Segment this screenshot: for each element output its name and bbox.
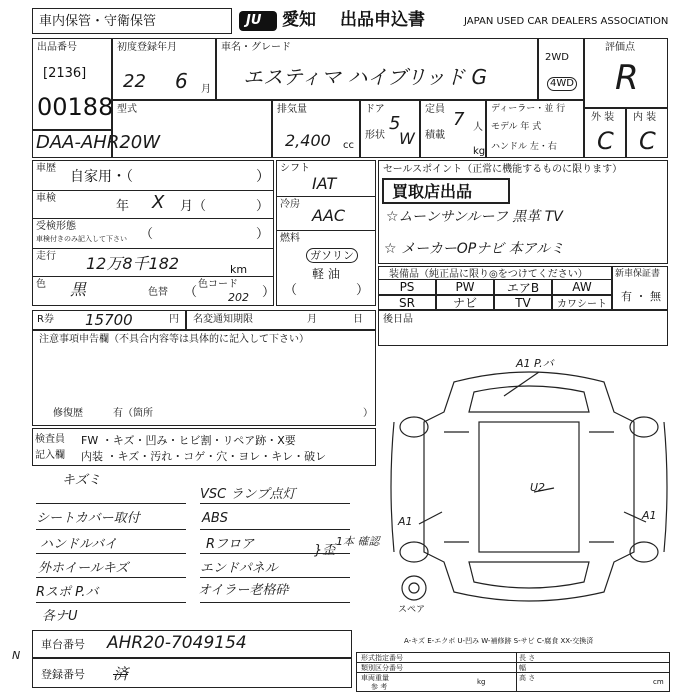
exterior-label: 外 装 (591, 112, 615, 123)
model-year-label: モデル 年 式 (491, 122, 542, 132)
chassis-box (32, 630, 352, 658)
buyer-stamp (382, 178, 510, 204)
remark-3b: Rフロア (206, 537, 255, 552)
color-label: 色 (36, 279, 46, 290)
remark-5a: Rスポ P.バ (36, 585, 99, 600)
mileage-value: 12万8千182 (86, 254, 180, 273)
spec-ref: 参 考 (371, 683, 388, 691)
remark-4b: エンドパネル (200, 561, 278, 576)
car-name-value: エスティマ ハイブリッド G (243, 65, 488, 89)
lot-label: 出品番号 (37, 42, 77, 53)
spec-length: 長 さ (519, 654, 536, 662)
diagram-mid-note: U2 (530, 481, 546, 494)
rating-box (584, 38, 668, 108)
registration-year: 22 (123, 71, 146, 92)
car-damage-diagram (384, 352, 674, 622)
spec-type-number: 形式指定番号 (361, 654, 403, 662)
remark-underline (200, 553, 350, 554)
spec-weight: 車両重量 (361, 674, 389, 682)
inspector-label-1: 検査員 (35, 434, 65, 445)
inspector-box (32, 428, 376, 466)
remark-underline (36, 529, 186, 530)
remark-underline (200, 503, 350, 504)
recycle-value: 15700 (85, 311, 133, 329)
recycle-box (32, 310, 186, 330)
diagram-right-note: A1 (642, 509, 657, 522)
remark-underline (200, 577, 350, 578)
repair-value: 有（箇所 (113, 408, 153, 419)
after-install-box (378, 310, 668, 346)
inspection-close: ） (256, 199, 270, 214)
mileage-label: 走行 (36, 251, 56, 262)
acceptance-note: 車検付きのみ記入して下さい (36, 235, 127, 243)
handle-label: ハンドル 左・右 (491, 142, 557, 152)
capacity-value: 7 (453, 109, 465, 130)
remark-underline (36, 602, 186, 603)
rating-value: R (615, 58, 639, 98)
shape-value: W (399, 129, 415, 148)
selling-point-1: ☆ムーンサンルーフ 黒革 TV (386, 209, 563, 225)
remark-underline (36, 503, 186, 504)
chassis-value: AHR20-7049154 (107, 633, 247, 653)
buyer-stamp-text: 買取店出品 (392, 182, 473, 201)
aircon-value: AAC (312, 206, 346, 225)
interior-box (626, 108, 668, 158)
name-change-box (186, 310, 376, 330)
drive-box (538, 38, 584, 100)
doors-box (360, 100, 420, 158)
drive-4wd: 4WD (547, 77, 577, 91)
spec-cm: cm (653, 678, 664, 686)
capacity-label: 定員 (425, 104, 445, 115)
selling-points-label: セールスポイント（正常に機能するものに限ります） (383, 164, 623, 175)
remark-3d: }歪 (314, 543, 336, 558)
notes-label: 注意事項申告欄（不具合内容等は具体的に記入して下さい） (39, 334, 309, 345)
interior-label: 内 装 (633, 112, 657, 123)
fuel-close: ） (356, 283, 370, 298)
displacement-label: 排気量 (277, 104, 307, 115)
car-name-label: 車名・グレード (221, 42, 291, 53)
remark-2b: ABS (202, 511, 229, 526)
remark-6a: 各ナU (42, 609, 78, 624)
model-code-value: DAA-AHR20W (36, 132, 161, 153)
divider (32, 248, 274, 249)
form-title: 出品申込書 (340, 10, 425, 30)
repair-close: ） (363, 408, 373, 419)
recycle-unit: 円 (169, 314, 179, 325)
org-name: 愛知 (282, 10, 316, 30)
color-open: （ (184, 285, 198, 300)
lot-sub-number: [2136] (43, 66, 87, 81)
diagram-top-note: A1 P.バ (516, 357, 554, 370)
rating-label: 評価点 (605, 42, 635, 53)
warranty-block (612, 266, 668, 310)
load-label: 積載 (425, 130, 445, 141)
model-code-left-cell (32, 130, 112, 158)
registration-month: 6 (175, 69, 188, 93)
registration-box (112, 38, 216, 100)
shift-value: IAT (312, 174, 337, 193)
divider (32, 218, 274, 219)
capacity-unit-person: 人 (473, 122, 483, 133)
equipment-sr: SR (378, 295, 436, 310)
divider (276, 196, 376, 197)
lot-box (32, 38, 112, 130)
shift-label: シフト (280, 163, 310, 174)
divider (356, 672, 670, 673)
name-change-month: 月 (307, 314, 317, 325)
exterior-value: C (597, 127, 614, 155)
spec-width: 幅 (519, 664, 526, 672)
registration-month-unit: 月 (201, 84, 211, 95)
model-code-label: 型式 (117, 104, 137, 115)
dealer-box (486, 100, 584, 158)
color-code-label: 色コード (198, 279, 238, 290)
divider (32, 190, 274, 191)
color-close: ） (262, 285, 276, 300)
remark-underline (200, 529, 350, 530)
notes-box (32, 330, 376, 426)
exterior-box (584, 108, 626, 158)
storage-note-box (32, 8, 232, 34)
equipment-label: 装備品（純正品に限り◎をつけてください） (389, 269, 588, 280)
remark-underline (200, 602, 350, 603)
inspection-label: 車検 (36, 193, 56, 204)
remark-3c: 1本 確認 (336, 535, 380, 548)
ju-logo (238, 10, 278, 32)
drive-2wd: 2WD (545, 52, 569, 63)
history-label: 車歴 (36, 163, 56, 174)
equipment-power-seat: カワシート (552, 295, 612, 310)
fuel-label: 燃料 (280, 233, 300, 244)
remark-3a: ハンドルバイ (40, 537, 118, 552)
remark-4a: 外ホイールキズ (38, 561, 129, 576)
remark-underline (36, 553, 186, 554)
warranty-options: 有 ・ 無 (621, 290, 661, 303)
inspection-year-unit: 年 (116, 199, 130, 214)
interior-value: C (639, 127, 656, 155)
after-install-label: 後日品 (383, 314, 413, 325)
displacement-box (272, 100, 360, 158)
color-change-label: 色替 (148, 287, 168, 298)
reg-no-label: 登録番号 (41, 668, 85, 681)
spec-height: 高 さ (519, 674, 536, 682)
fuel-open: （ (284, 283, 298, 298)
color-code-value: 202 (228, 291, 249, 304)
doors-label: ドア (365, 104, 385, 115)
remark-1: キズミ (62, 473, 101, 488)
registration-label: 初度登録年月 (117, 42, 177, 53)
doors-value: 5 (389, 113, 401, 134)
mileage-unit: km (230, 263, 248, 276)
divider (32, 276, 274, 277)
diagram-left-note: A1 (398, 515, 413, 528)
lot-number: 00188 (37, 93, 114, 121)
dealer-label: ディーラー・並 行 (491, 104, 566, 114)
inspector-interior-row: 内装 ・キズ・汚れ・コゲ・穴・ヨレ・キレ・破レ (81, 450, 327, 463)
equipment-pw: PW (436, 279, 494, 295)
selling-point-2: ☆ メーカーOPナビ 本アルミ (384, 241, 565, 257)
inspector-label-2: 記入欄 (35, 450, 65, 461)
inspection-month-unit: 月（ (180, 199, 207, 214)
fuel-diesel: 軽 油 (312, 267, 340, 281)
damage-legend: A-キズ E-エクボ U-凹み W-補修跡 S-サビ C-腐食 XX-交換済 (404, 637, 594, 645)
inspector-fw-row: FW ・キズ・凹み・ヒビ割・リペア跡・X要 (81, 434, 296, 447)
chassis-label: 車台番号 (41, 638, 85, 651)
equipment-ps: PS (378, 279, 436, 295)
inspection-month: X (152, 192, 165, 213)
remark-underline (36, 577, 186, 578)
capacity-box (420, 100, 486, 158)
logo-mark: JU (246, 13, 262, 28)
remark-2a: シートカバー取付 (36, 511, 140, 526)
history-close: ） (256, 169, 270, 185)
spec-class-number: 類別区分番号 (361, 664, 403, 672)
aircon-label: 冷房 (280, 199, 300, 210)
margin-mark: N (12, 649, 21, 662)
remark-5b: オイラー老格砕 (198, 583, 289, 598)
spec-kg: kg (477, 678, 486, 686)
car-name-box (216, 38, 538, 100)
acceptance-close: ） (256, 227, 270, 242)
repair-label: 修復歴 (53, 408, 83, 419)
name-change-label: 名変通知期限 (193, 314, 253, 325)
color-value: 黒 (70, 280, 87, 299)
warranty-label: 新車保証書 (615, 269, 661, 279)
spare-label: スペア (398, 605, 426, 615)
displacement-unit: cc (343, 140, 354, 151)
shape-label: 形状 (365, 130, 385, 141)
acceptance-open: （ (140, 227, 154, 242)
name-change-day: 日 (353, 314, 363, 325)
equipment-aw: AW (552, 279, 612, 295)
displacement-value: 2,400 (285, 131, 331, 150)
reg-no-value: 済 (113, 665, 129, 683)
capacity-unit-kg: kg (473, 146, 486, 157)
divider (356, 662, 670, 663)
fuel-gasoline: ガソリン (306, 248, 358, 263)
remark-1b: VSC ランプ点灯 (200, 487, 296, 502)
acceptance-label: 受検形態 (36, 221, 76, 232)
divider (276, 230, 376, 231)
equipment-airbag: エアB (494, 279, 552, 295)
equipment-tv: TV (494, 295, 552, 310)
recycle-label: R券 (37, 314, 54, 325)
reg-no-box (32, 658, 352, 688)
assoc-en: JAPAN USED CAR DEALERS ASSOCIATION (464, 16, 669, 27)
history-value: 自家用・（ (70, 169, 133, 185)
equipment-navi: ナビ (436, 295, 494, 310)
storage-note: 車内保管・守衛保管 (39, 14, 157, 29)
